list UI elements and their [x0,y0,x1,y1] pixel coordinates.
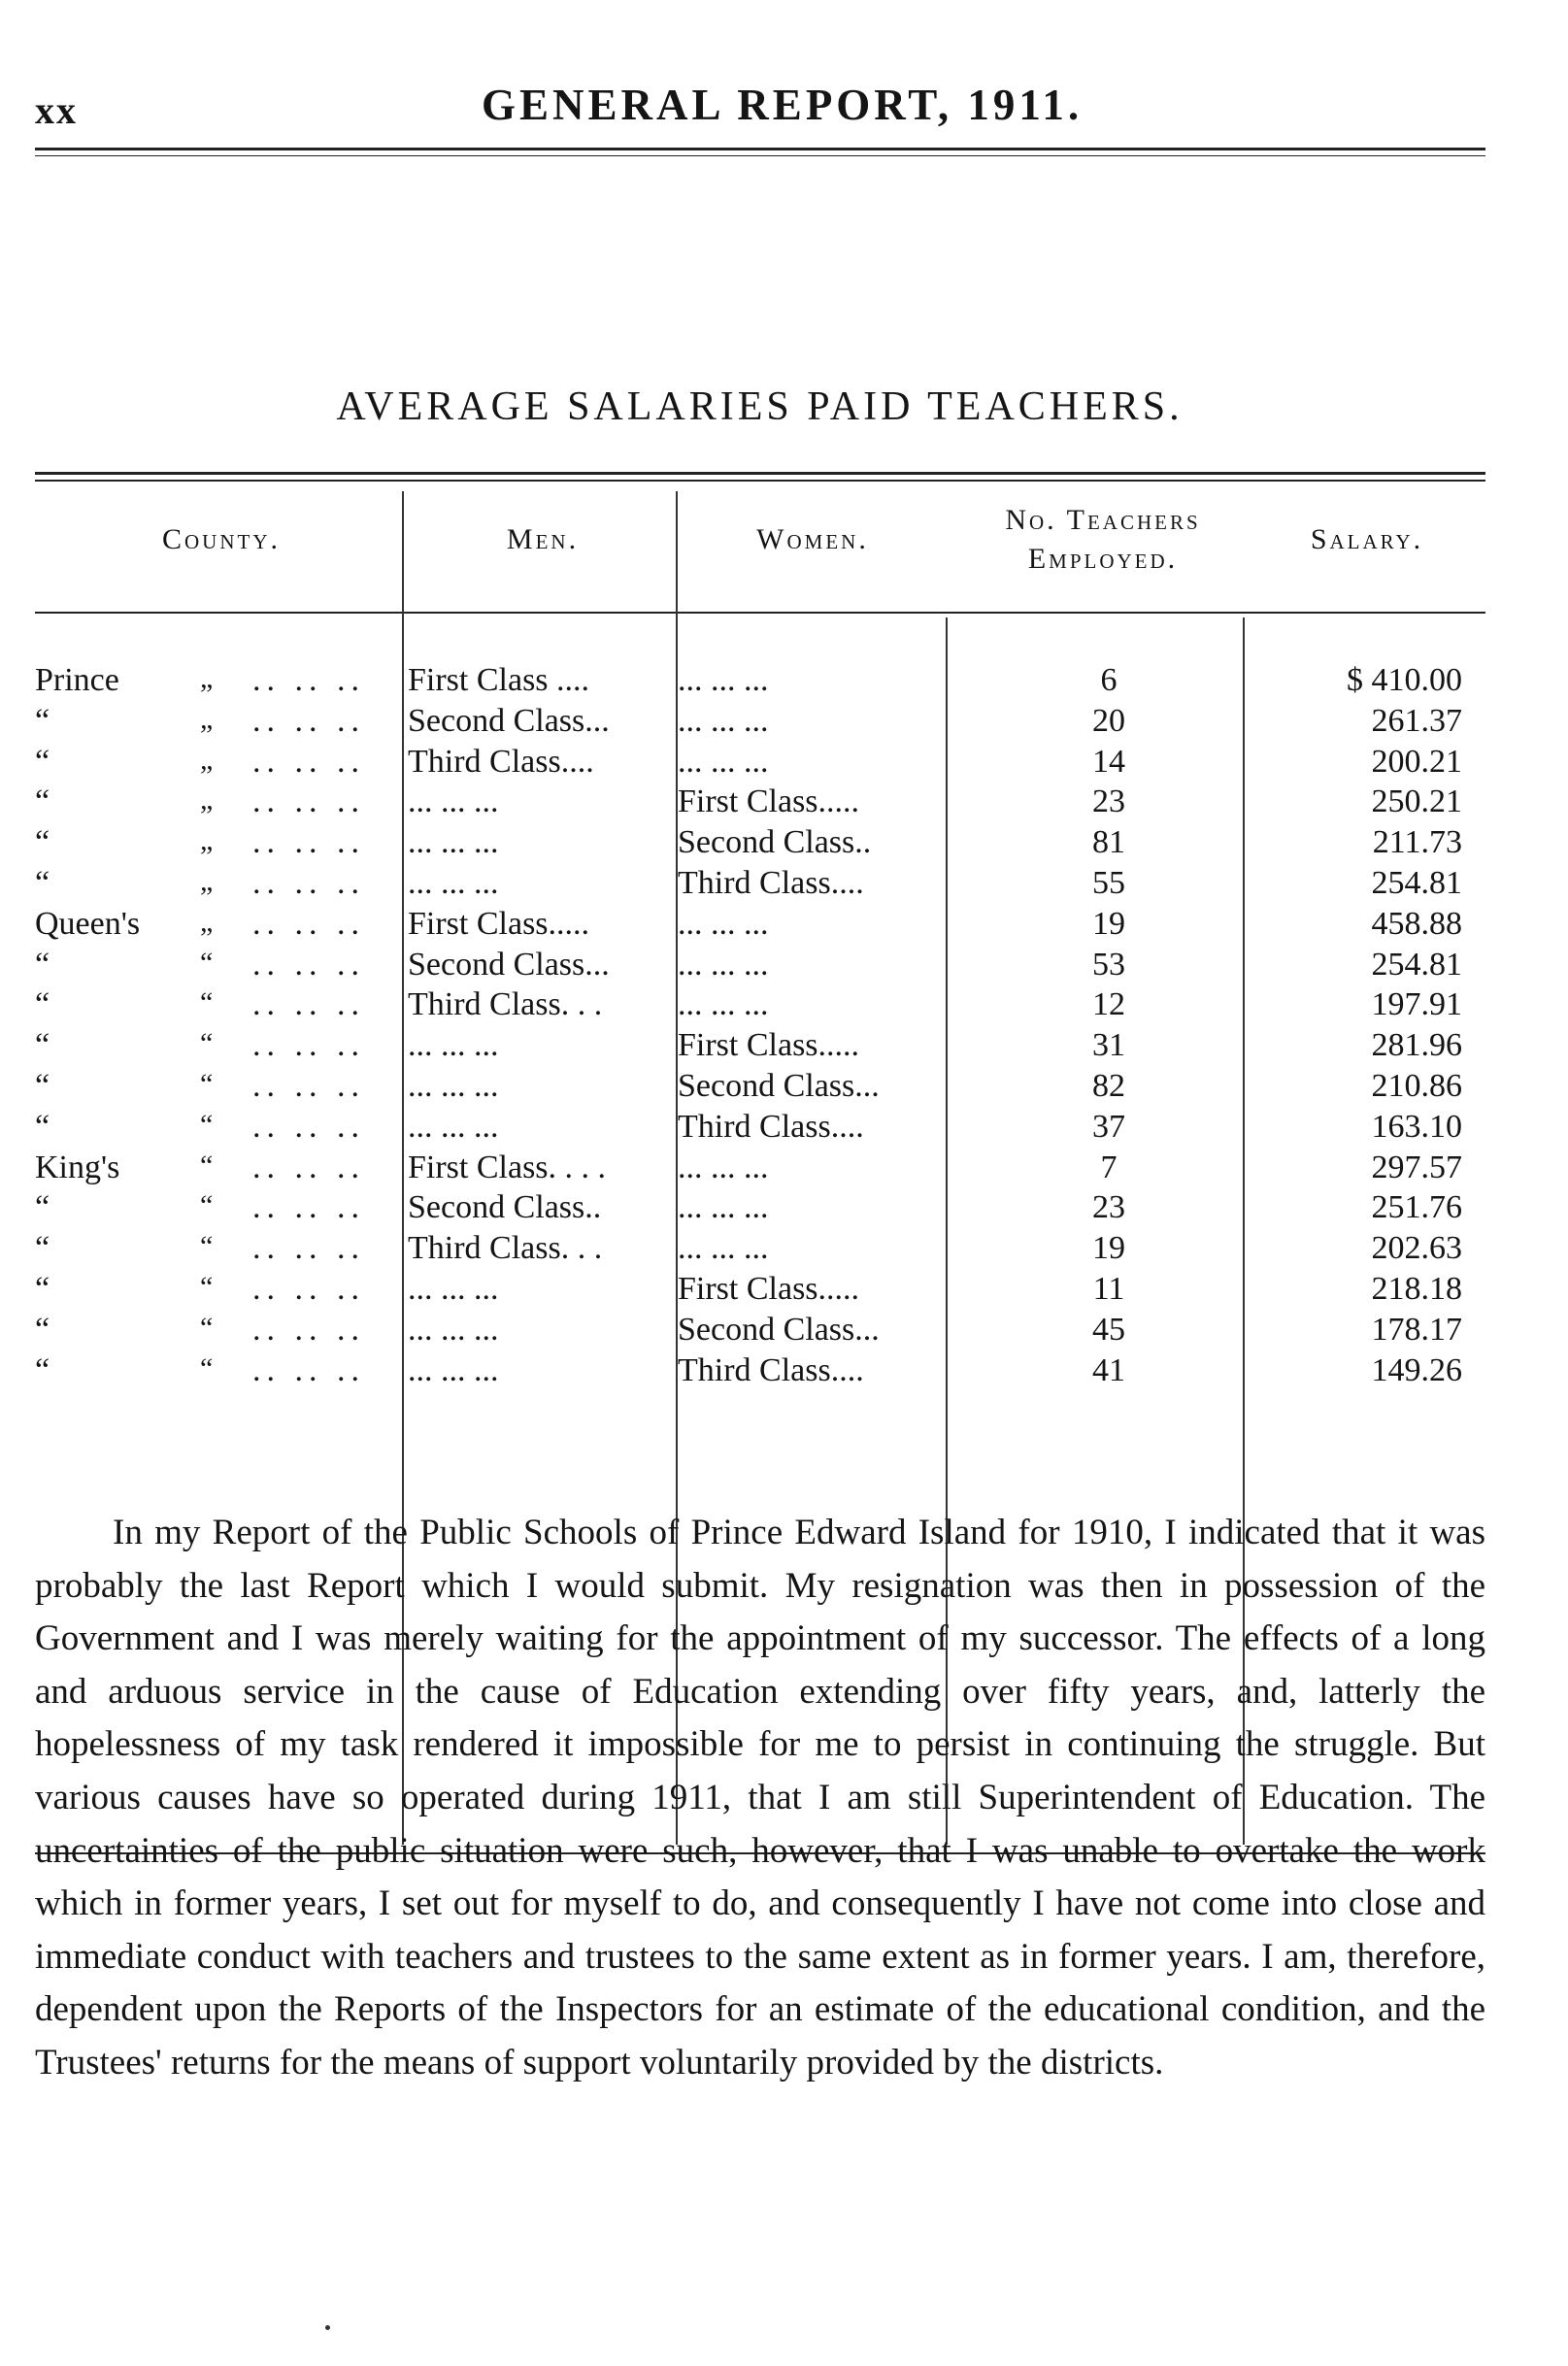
teachers-count-cell: 19 [1092,905,1125,942]
salary-cell: 254.81 [1371,946,1462,983]
salary-cell: 250.21 [1371,783,1462,820]
teachers-count-cell: 20 [1092,702,1125,739]
men-cell: First Class..... [408,905,590,942]
women-cell: Third Class.... [678,865,864,901]
women-cell: ... ... ... [678,743,769,780]
leader-dots: .. .. .. [252,1351,365,1388]
ditto-cell: “ [200,1068,214,1100]
county-cell: “ [35,865,50,901]
ditto-cell: “ [200,1351,214,1384]
leader-dots: .. .. .. [252,1149,365,1185]
men-cell: ... ... ... [408,824,499,861]
header-salary: Salary. [1310,523,1424,555]
men-cell: ... ... ... [408,1068,499,1104]
men-cell: Third Class.... [408,743,594,780]
salary-cell: 178.17 [1371,1311,1462,1348]
table-top-rule-2 [35,480,1485,482]
table-title: AVERAGE SALARIES PAID TEACHERS. [336,384,1184,429]
header-county: County. [162,523,281,555]
table-row [35,986,1485,1027]
teachers-count-cell: 23 [1092,1189,1125,1226]
leader-dots: .. .. .. [252,702,365,739]
header-rule-thin [35,155,1485,156]
ditto-cell: “ [200,1149,214,1182]
teachers-count-cell: 37 [1092,1108,1125,1145]
table-row [35,1189,1485,1230]
table-row [35,1027,1485,1068]
men-cell: Second Class... [408,946,610,983]
men-cell: ... ... ... [408,1027,499,1064]
county-cell: “ [35,1108,50,1145]
teachers-count-cell: 55 [1092,865,1125,901]
women-cell: ... ... ... [678,946,769,983]
county-cell: “ [35,824,50,861]
teachers-count-cell: 23 [1092,783,1125,820]
women-cell: ... ... ... [678,986,769,1023]
men-cell: Second Class.. [408,1189,602,1226]
table-row [35,1230,1485,1271]
table-row [35,1109,1485,1150]
ditto-cell: “ [200,946,214,979]
women-cell: First Class..... [678,1271,860,1307]
salary-cell: 211.73 [1372,824,1462,861]
teachers-count-cell: 12 [1092,986,1125,1023]
women-cell: First Class..... [678,1027,860,1064]
leader-dots: .. .. .. [252,783,365,820]
women-cell: Second Class... [678,1311,880,1348]
table-top-rule [35,472,1485,475]
county-cell: “ [35,1230,50,1267]
men-cell: ... ... ... [408,1108,499,1145]
leader-dots: .. .. .. [252,1271,365,1307]
county-cell: Queen's [35,905,141,942]
men-cell: ... ... ... [408,783,499,820]
table-row [35,662,1485,703]
table-row [35,744,1485,784]
salary-cell: 202.63 [1371,1230,1462,1267]
men-cell: ... ... ... [408,1271,499,1307]
county-cell: “ [35,783,50,820]
teachers-count-cell: 53 [1092,946,1125,983]
ditto-cell: „ [200,662,214,694]
leader-dots: .. .. .. [252,986,365,1023]
print-speck [325,2325,330,2330]
leader-dots: .. .. .. [252,865,365,901]
leader-dots: .. .. .. [252,1068,365,1104]
men-cell: Third Class. . . [408,986,603,1023]
running-header [35,80,1491,138]
table-row [35,824,1485,865]
teachers-count-cell: 45 [1092,1311,1125,1348]
women-cell: ... ... ... [678,662,769,698]
county-cell: “ [35,1351,50,1388]
county-cell: “ [35,1189,50,1226]
salary-cell: 149.26 [1371,1351,1462,1388]
county-cell: “ [35,1068,50,1104]
teachers-count-cell: 82 [1092,1068,1125,1104]
header-men: Men. [506,523,580,555]
ditto-cell: „ [200,824,214,857]
header-rule [35,148,1485,150]
county-cell: Prince [35,662,119,698]
ditto-cell: „ [200,702,214,735]
women-cell: Second Class.. [678,824,872,861]
men-cell: First Class .... [408,662,590,698]
county-cell: “ [35,1311,50,1348]
salary-cell: 163.10 [1371,1108,1462,1145]
salary-cell: 218.18 [1371,1271,1462,1307]
ditto-cell: „ [200,905,214,938]
salary-cell: 297.57 [1371,1149,1462,1185]
leader-dots: .. .. .. [252,1230,365,1267]
table-row [35,1352,1485,1393]
report-title: GENERAL REPORT, 1911. [482,81,1084,129]
table-row [35,1271,1485,1312]
leader-dots: .. .. .. [252,824,365,861]
header-women: Women. [756,523,869,555]
county-cell: “ [35,946,50,983]
leader-dots: .. .. .. [252,905,365,942]
men-cell: Third Class. . . [408,1230,603,1267]
ditto-cell: “ [200,1108,214,1141]
women-cell: ... ... ... [678,905,769,942]
salary-cell: 261.37 [1371,702,1462,739]
table-row [35,947,1485,987]
teachers-count-cell: 41 [1092,1351,1125,1388]
men-cell: First Class. . . . [408,1149,607,1185]
county-cell: “ [35,702,50,739]
page-number: xx [35,88,78,132]
salary-cell: 210.86 [1371,1068,1462,1104]
leader-dots: .. .. .. [252,1311,365,1348]
women-cell: Second Class... [678,1068,880,1104]
salary-cell: 200.21 [1371,743,1462,780]
men-cell: ... ... ... [408,1351,499,1388]
county-cell: “ [35,743,50,780]
table-row [35,865,1485,906]
ditto-cell: “ [200,1230,214,1263]
salary-cell: 251.76 [1371,1189,1462,1226]
header-teachers-employed: No. Teachers Employed. [1005,504,1201,575]
leader-dots: .. .. .. [252,1108,365,1145]
leader-dots: .. .. .. [252,743,365,780]
teachers-count-cell: 7 [1100,1149,1118,1185]
men-cell: ... ... ... [408,1311,499,1348]
ditto-cell: “ [200,1027,214,1060]
teachers-count-cell: 11 [1092,1271,1125,1307]
ditto-cell: “ [200,986,214,1019]
women-cell: ... ... ... [678,702,769,739]
ditto-cell: “ [200,1271,214,1303]
table-row [35,1150,1485,1190]
leader-dots: .. .. .. [252,1027,365,1064]
table-row [35,1312,1485,1352]
women-cell: First Class..... [678,783,860,820]
ditto-cell: „ [200,865,214,897]
ditto-cell: “ [200,1189,214,1222]
body-paragraph: In my Report of the Public Schools of Prince Edward Island for 1910, I indicated that it was probably the last Report which I would submit. My resignation was then in possession of the Government and I was merely waiting for the appointment of my successor. The effects of a long and arduous service in the cause of Education extending over fifty years, and, latterly the hopelessness of my task rendered it impossible for me to persist in continuing the struggle. But various causes have so operated during 1911, that I am still Superintendent of Education. The uncertainties of the public situation were such, however, that I was unable to overtake the work which in former years, I set out for myself to do, and consequently I have not come into close and immediate conduct with teachers and trustees to the same extent as in former years. I am, therefore, dependent upon the Reports of the Inspectors for an estimate of the educational condition, and the Trustees' returns for the means of support voluntarily provided by the districts. [35,1513,1485,2083]
leader-dots: .. .. .. [252,662,365,698]
ditto-cell: „ [200,783,214,816]
county-cell: “ [35,1027,50,1064]
table-row [35,783,1485,824]
salary-cell: 197.91 [1371,986,1462,1023]
women-cell: ... ... ... [678,1230,769,1267]
salary-cell: 458.88 [1371,905,1462,942]
teachers-count-cell: 19 [1092,1230,1125,1267]
salary-cell: 254.81 [1371,865,1462,901]
salary-cell: 281.96 [1371,1027,1462,1064]
women-cell: ... ... ... [678,1149,769,1185]
county-cell: “ [35,1271,50,1307]
county-cell: “ [35,986,50,1023]
header-bottom-rule [35,612,1485,614]
ditto-cell: „ [200,743,214,776]
salary-cell: $ 410.00 [1347,662,1462,698]
teachers-count-cell: 31 [1092,1027,1125,1064]
teachers-count-cell: 14 [1092,743,1125,780]
leader-dots: .. .. .. [252,1189,365,1226]
teachers-count-cell: 81 [1092,824,1125,861]
men-cell: Second Class... [408,702,610,739]
women-cell: ... ... ... [678,1189,769,1226]
leader-dots: .. .. .. [252,946,365,983]
ditto-cell: “ [200,1311,214,1344]
teachers-count-cell: 6 [1100,662,1118,698]
table-row [35,1068,1485,1109]
women-cell: Third Class.... [678,1351,864,1388]
county-cell: King's [35,1149,120,1185]
table-row [35,906,1485,947]
women-cell: Third Class.... [678,1108,864,1145]
table-row [35,703,1485,744]
men-cell: ... ... ... [408,865,499,901]
